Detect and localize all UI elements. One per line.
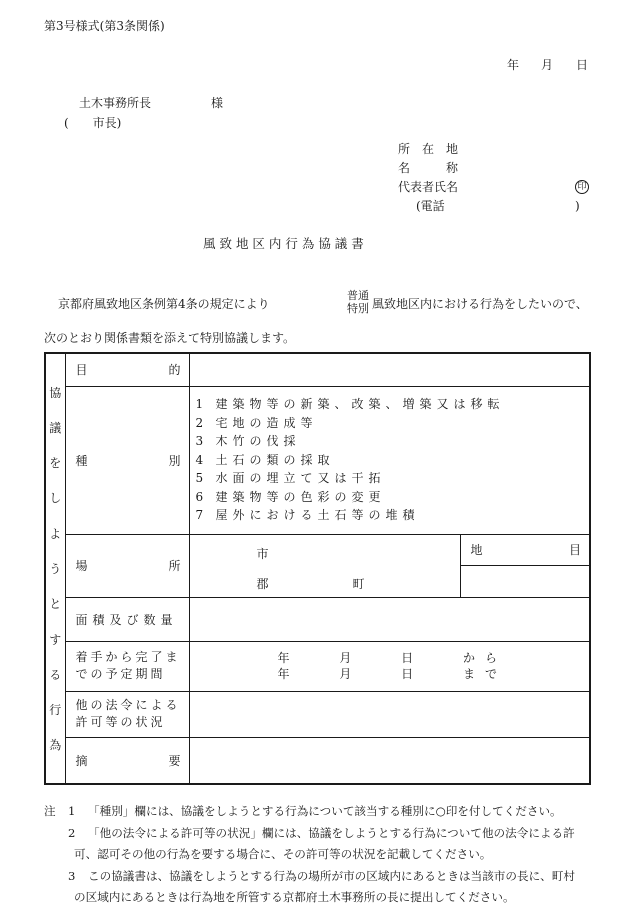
note-item-continuation (44, 887, 604, 909)
note-item (44, 801, 604, 823)
type-option-text: 屋外における土石等の堆積 (215, 508, 420, 523)
place-city: 市 (256, 546, 269, 561)
type-option-text: 建築物等の新築、改築、増築又は移転 (215, 396, 505, 411)
purpose-label-cell (65, 353, 189, 386)
type-label-cell (65, 386, 189, 534)
row-type (45, 386, 590, 534)
permits-label-cell (65, 691, 189, 737)
type-option-item[interactable] (196, 451, 590, 470)
purpose-input-cell[interactable] (189, 353, 590, 386)
permits-label-line2: 許可等の状況 (75, 715, 166, 729)
type-label-a: 種 (75, 453, 88, 468)
row-summary (45, 737, 590, 784)
note-number: 1 (68, 804, 76, 818)
note-heading (44, 866, 68, 888)
type-option-text: 土石の類の採取 (215, 452, 335, 467)
row-permits (45, 691, 590, 737)
place-county: 郡 (256, 576, 269, 591)
note-heading: 注 (44, 804, 56, 818)
side-label-char: 議 (49, 420, 62, 435)
type-option-number: 4 (195, 452, 204, 467)
period-end: 年 月 日 まで (277, 667, 507, 681)
type-option-item[interactable] (196, 414, 590, 433)
type-option-text: 木竹の伐採 (215, 434, 301, 449)
place-label-b: 所 (168, 559, 181, 573)
place-lot-cell[interactable] (460, 534, 590, 566)
side-label-char: 行 (49, 703, 62, 718)
summary-label-cell (65, 737, 189, 784)
note-number: 3 (68, 868, 76, 883)
type-option-number: 5 (195, 471, 204, 486)
note-number: 2 (68, 825, 76, 840)
mayor: ( 市長) (64, 116, 122, 130)
note-indent (44, 887, 74, 909)
period-label-line2: での予定期間 (75, 667, 166, 681)
row-place-1 (45, 534, 590, 566)
type-option-item[interactable] (196, 432, 590, 451)
summary-label-b: 要 (168, 753, 181, 768)
consultation-table (44, 352, 591, 785)
notes-section (44, 801, 604, 909)
period-input-cell[interactable] (189, 641, 590, 691)
phone-close: ) (575, 199, 580, 213)
district-options (347, 290, 369, 315)
place-lot-label: 地 (470, 543, 483, 558)
place-town: 町 (352, 576, 365, 591)
form-number: 第3号様式(第3条関係) (44, 19, 165, 33)
place-address-cell[interactable] (189, 534, 460, 597)
type-option-number: 1 (195, 396, 204, 411)
period-label-cell (65, 641, 189, 691)
representative-label: 代表者氏名 (398, 180, 459, 194)
intro-prefix: 京都府風致地区条例第4条の規定により (58, 297, 270, 311)
date-month: 月 (541, 58, 554, 72)
side-label-char: よ (49, 526, 62, 541)
intro-line2: 次のとおり関係書類を添えて特別協議します。 (44, 331, 296, 345)
type-option-item[interactable] (196, 488, 590, 507)
type-options-cell[interactable] (189, 386, 590, 534)
side-label (46, 384, 65, 754)
option-ordinary: 普通 (347, 289, 369, 302)
note-text: 可、認可その他の行為を要する場合に、その許可等の状況を記載してください。 (74, 847, 492, 862)
period-start: 年 月 日 から (277, 651, 507, 665)
note-heading (44, 823, 68, 845)
option-special: 特別 (347, 301, 369, 315)
place-label-a: 場 (75, 559, 88, 573)
side-label-char: る (49, 667, 62, 682)
name-label: 名 称 (398, 161, 459, 175)
type-option-item[interactable] (196, 506, 590, 525)
place-label-cell (65, 534, 189, 597)
area-label-cell (65, 597, 189, 641)
type-option-number: 7 (195, 508, 204, 523)
summary-input-cell[interactable] (189, 737, 590, 784)
type-label-b: 別 (168, 453, 181, 468)
type-option-item[interactable] (196, 395, 590, 414)
office-chief: 土木事務所長 (79, 96, 152, 110)
phone-open: (電話 (416, 199, 445, 213)
note-text: の区域内にあるときは行為地を所管する京都府土木事務所の長に提出してください。 (74, 890, 515, 905)
date-day: 日 (576, 58, 589, 72)
note-text: 「種別」欄には、協議をしようとする行為について該当する種別に○印を付してください。 (88, 804, 562, 818)
type-option-number: 6 (195, 489, 204, 504)
side-label-cell (45, 353, 65, 784)
row-purpose (45, 353, 590, 386)
type-option-text: 宅地の造成等 (215, 415, 318, 430)
row-period (45, 641, 590, 691)
area-input-cell[interactable] (189, 597, 590, 641)
type-option-number: 3 (195, 434, 204, 449)
side-label-char: を (49, 456, 62, 471)
note-indent (44, 844, 74, 866)
date-year: 年 (507, 58, 520, 72)
permits-input-cell[interactable] (189, 691, 590, 737)
summary-label-a: 摘 (75, 753, 88, 768)
type-option-text: 水面の埋立て又は干拓 (215, 471, 386, 486)
side-label-char: 為 (49, 738, 62, 753)
note-item (44, 866, 604, 888)
area-label: 面積及び数量 (75, 612, 178, 627)
side-label-char: し (49, 491, 62, 506)
place-lot-unit: 目 (568, 543, 581, 558)
type-option-item[interactable] (196, 469, 590, 488)
permits-label-line1: 他の法令による (75, 697, 181, 712)
note-text: この協議書は、協議をしようとする行為の場所が市の区域内にあるときは当該市の長に、町村 (88, 868, 575, 883)
type-option-text: 建築物等の色彩の変更 (215, 489, 386, 504)
type-option-number: 2 (195, 415, 204, 430)
intro-suffix: 風致地区内における行為をしたいので、 (372, 297, 588, 311)
purpose-label-a: 目 (75, 363, 88, 378)
note-text: 「他の法令による許可等の状況」欄には、協議をしようとする行為について他の法令による許 (88, 825, 575, 840)
side-label-char: う (49, 561, 62, 576)
side-label-char: す (49, 632, 62, 647)
document-title: 風 致 地 区 内 行 為 協 議 書 (203, 236, 364, 251)
purpose-label-b: 的 (168, 363, 181, 378)
note-item-continuation (44, 844, 604, 866)
seal-mark: 印 (575, 180, 589, 194)
side-label-char: と (49, 597, 62, 612)
side-label-char: 協 (49, 385, 62, 400)
address-label: 所 在 地 (398, 142, 459, 156)
note-item (44, 823, 604, 845)
period-label-line1: 着手から完了ま (75, 649, 181, 664)
honorific: 様 (211, 96, 224, 110)
type-list (190, 395, 590, 525)
row-area (45, 597, 590, 641)
place-lot-extra-cell[interactable] (460, 566, 590, 598)
